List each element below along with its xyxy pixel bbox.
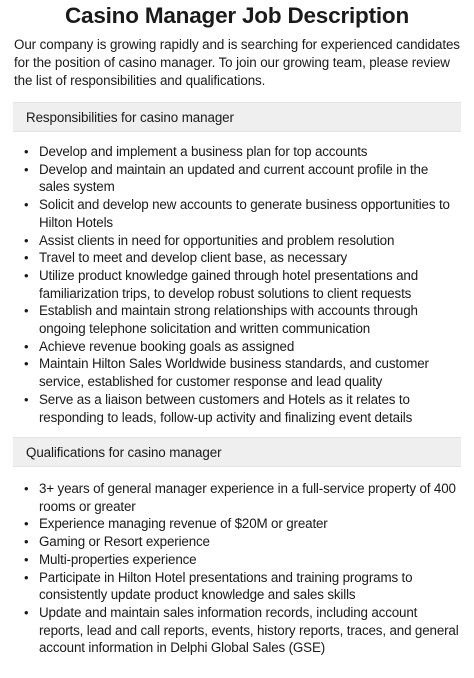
bullet-icon: •: [24, 144, 29, 159]
responsibilities-list: [0, 143, 474, 426]
list-item: • Develop and maintain an updated and current account profile in the sales system: [24, 161, 429, 195]
bullet-icon: •: [24, 551, 29, 567]
bullet-icon: •: [24, 516, 29, 532]
bullet-icon: •: [24, 481, 29, 496]
bullet-icon: •: [24, 338, 29, 354]
qualifications-heading: Qualifications for casino manager: [13, 437, 461, 467]
responsibilities-heading: Responsibilities for casino manager: [13, 102, 461, 132]
list-item: • Utilize product knowledge gained through hotel presentations and familiarization trips, to develop robust solutions to client requests: [24, 267, 418, 301]
bullet-icon: •: [24, 197, 29, 213]
intro-paragraph: Our company is growing rapidly and is searching for experienced candidates for the position of casino manager. To join our growing team, please review the list of responsibilities and qualifications.: [14, 37, 460, 88]
list-item: • Participate in Hilton Hotel presentations and training programs to consistently update product knowledge and sales skills: [24, 569, 413, 603]
list-item: • Solicit and develop new accounts to generate business opportunities to Hilton Hotels: [24, 197, 450, 230]
list-item: • Multi-properties experience: [24, 551, 197, 567]
list-item: • Update and maintain sales information records, including account reports, lead and call reports, events, history reports, traces, and general account information in Delphi Global Sales (GSE): [24, 604, 459, 656]
bullet-icon: •: [24, 303, 29, 319]
list-item: • Gaming or Resort experience: [24, 534, 210, 550]
list-item: • Develop and implement a business plan for top accounts: [24, 144, 368, 159]
bullet-icon: •: [24, 267, 29, 283]
list-item: • Assist clients in need for opportunities and problem resolution: [24, 232, 395, 248]
list-item: • Experience managing revenue of $20M or greater: [24, 516, 328, 532]
qualifications-list: [0, 480, 474, 657]
bullet-icon: •: [24, 356, 29, 372]
bullet-icon: •: [24, 250, 29, 266]
list-item: • Achieve revenue booking goals as assigned: [24, 338, 295, 354]
bullet-icon: •: [24, 161, 29, 177]
list-item: • Travel to meet and develop client base, as necessary: [24, 250, 348, 266]
bullet-icon: •: [24, 604, 29, 620]
list-item: • Establish and maintain strong relationships with accounts through ongoing telephone solicitation and written communication: [24, 303, 418, 337]
bullet-icon: •: [24, 534, 29, 550]
page-title: Casino Manager Job Description: [64, 3, 410, 28]
bullet-icon: •: [24, 391, 29, 407]
bullet-icon: •: [24, 569, 29, 585]
list-item: • Serve as a liaison between customers and Hotels as it relates to responding to leads, follow-up activity and finalizing event details: [24, 391, 413, 425]
list-item: • 3+ years of general manager experience in a full-service property of 400 rooms or greater: [24, 481, 456, 514]
bullet-icon: •: [24, 232, 29, 248]
list-item: • Maintain Hilton Sales Worldwide business standards, and customer service, established for customer response and lead quality: [24, 356, 429, 390]
